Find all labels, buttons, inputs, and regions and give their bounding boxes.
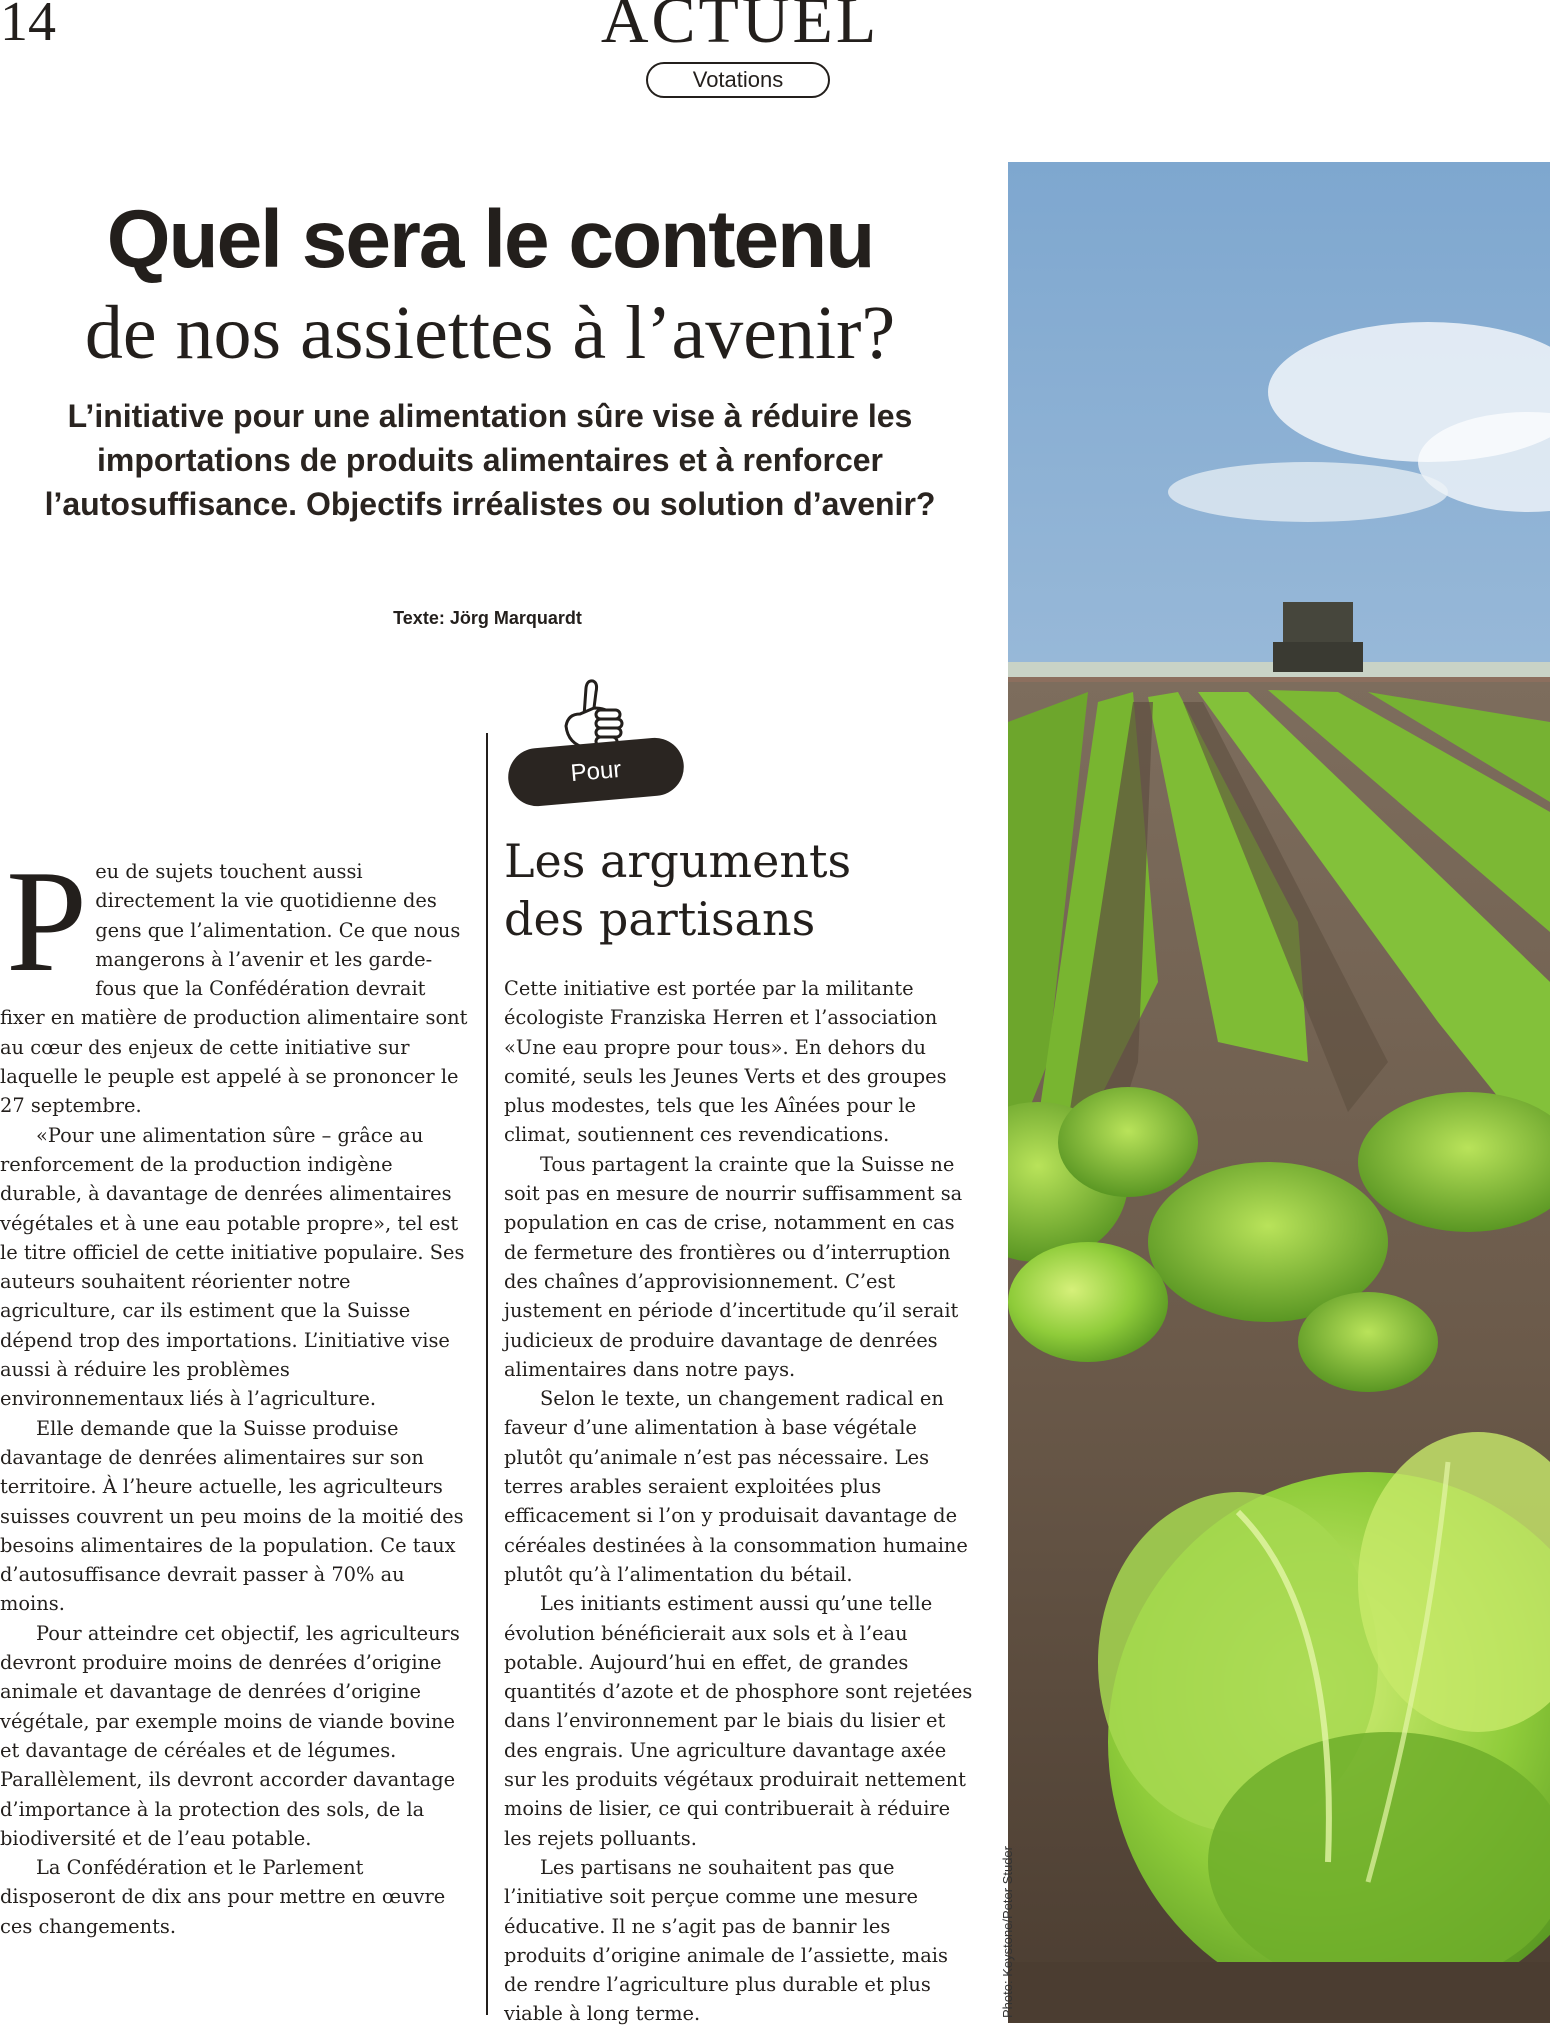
headline xyxy=(0,190,980,376)
byline: Texte: Jörg Marquardt xyxy=(393,608,582,628)
arguments-title-line-2: des partisans xyxy=(504,892,816,946)
body-paragraph: Elle demande que la Suisse produise davantage de denrées alimentaires sur son territoire. À l’heure actuelle, les agriculteurs suisses couvrent un peu moins de la moitié des besoins alimentaires de la population. Ce taux d’autosuffisance devrait passer à 70% au moins. xyxy=(0,1416,464,1616)
left-column xyxy=(0,840,470,1941)
body-paragraph: Tous partagent la crainte que la Suisse ne soit pas en mesure de nourrir suffisamment sa population en cas de crise, notamment en cas de fermeture des frontières ou d’interruption des chaînes d’approvisionnement. C’est justement en période d’incertitude qu’il serait judicieux de produire davantage de denrées alimentaires dans notre pays. xyxy=(504,1152,963,1381)
section-tag: Votations xyxy=(646,62,830,98)
body-paragraph: eu de sujets touchent aussi directement la vie quotidienne des gens que l’alimentation. Ce que nous mangerons à l’avenir et les garde-fous que la Confédération devrait fixer en matière de production alimentaire sont au cœur des enjeux de cette initiative sur laquelle le peuple est appelé à se prononcer le 27 septembre. xyxy=(0,860,468,1118)
lettuce-field-photo xyxy=(1008,162,1550,2023)
headline-line-1: Quel sera le contenu xyxy=(106,194,874,285)
body-paragraph: «Pour une alimentation sûre – grâce au renforcement de la production indigène durable, à davantage de denrées alimentaires végétales et à une eau potable propre», tel est le titre officiel de cette initiative populaire. Ses auteurs souhaitent réorienter notre agriculture, car ils estiment que la Suisse dépend trop des importations. L’initiative vise aussi à réduire les problèmes environnementaux liés à l’agriculture. xyxy=(0,1123,465,1411)
drop-cap: P xyxy=(6,840,88,1002)
body-paragraph: Selon le texte, un changement radical en faveur d’une alimentation à base végétale plutôt qu’animale n’est pas nécessaire. Les terres arables seraient exploitées plus efficacement si l’on y produisait davantage de céréales destinées à la consommation humaine plutôt qu’à l’alimentation du bétail. xyxy=(504,1387,968,1586)
body-paragraph: Les initiants estiment aussi qu’une telle évolution bénéficierait aux sols et à l’eau potable. Aujourd’hui en effet, de grandes quantités d’azote et de phosphore sont rejetées dans l’environnement par le biais du lisier et des engrais. Une agriculture davantage axée sur les produits végétaux produirait nettement moins de lisier, ce qui contribuerait à réduire les rejets polluants. xyxy=(504,1592,973,1850)
body-paragraph: Cette initiative est portée par la militante écologiste Franziska Herren et l’association «Une eau propre pour tous». En dehors du comité, seuls les Jeunes Verts et des groupes plus modestes, tels que les Aînées pour le climat, soutiennent ces revendications. xyxy=(504,977,947,1147)
body-paragraph: Pour atteindre cet objectif, les agriculteurs devront produire moins de denrées d’origine animale et davantage de denrées d’origine végétale, par exemple moins de viande bovine et davantage de céréales et de légumes. Parallèlement, ils devront accorder davantage d’importance à la protection des sols, de la biodiversité et de l’eau potable. xyxy=(0,1621,460,1850)
pour-badge: Pour xyxy=(506,735,686,808)
photo-credit: Photo: Keystone/Peter Studer xyxy=(1000,1846,1015,2018)
arguments-title-line-1: Les arguments xyxy=(504,834,852,888)
column-divider xyxy=(486,733,488,2015)
section-title: ACTUEL xyxy=(600,0,880,57)
page-number: 14 xyxy=(0,0,56,53)
right-column xyxy=(504,974,974,2029)
arguments-title xyxy=(504,832,944,948)
lead-paragraph: L’initiative pour une alimentation sûre vise à réduire les importations de produits alimentaires et à renforcer l’autosuffisance. Objectifs irréalistes ou solution d’avenir? xyxy=(44,398,936,522)
body-paragraph: La Confédération et le Parlement disposeront de dix ans pour mettre en œuvre ces changements. xyxy=(0,1856,446,1938)
body-paragraph: Les partisans ne souhaitent pas que l’initiative soit perçue comme une mesure éducative. Il ne s’agit pas de bannir les produits d’origine animale de l’assiette, mais de rendre l’agriculture plus durable et plus viable à long terme. xyxy=(504,1855,948,2026)
headline-line-2: de nos assiettes à l’avenir? xyxy=(84,291,896,375)
